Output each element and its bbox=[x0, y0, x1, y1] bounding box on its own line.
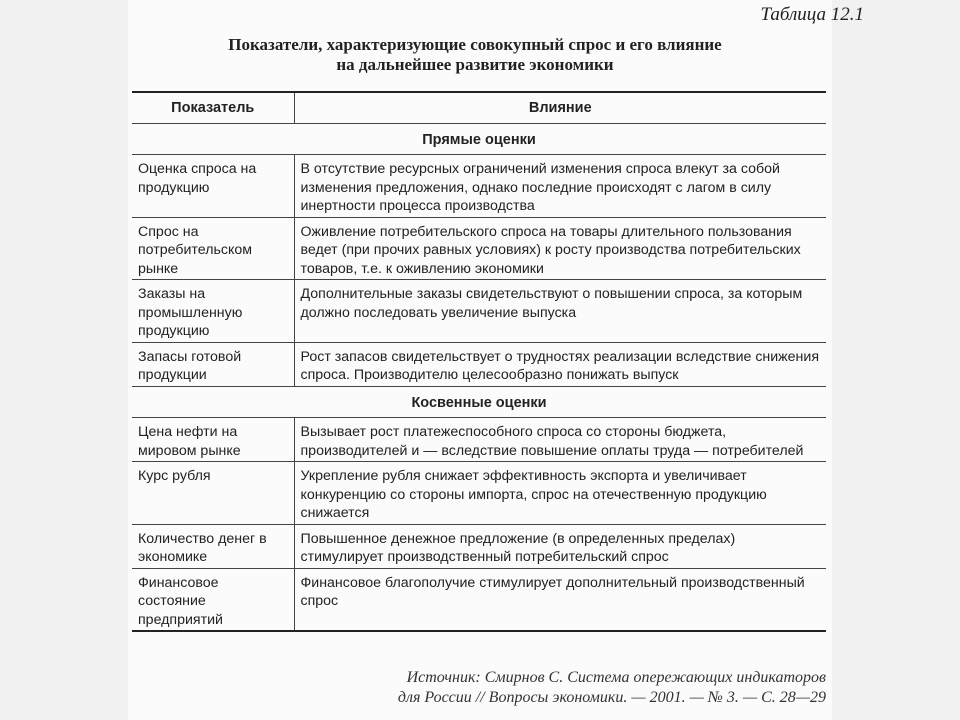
table-row bbox=[132, 342, 826, 386]
indicator-cell: Количество денег в экономике bbox=[132, 524, 294, 568]
indicator-cell: Заказы на промышленную продукцию bbox=[132, 280, 294, 343]
source-line-2: для России // Вопросы экономики. — 2001. — № 3. — С. 28—29 bbox=[397, 689, 826, 706]
section-row-indirect bbox=[132, 386, 826, 418]
indicator-cell: Спрос на потребительском рынке bbox=[132, 217, 294, 280]
source-citation bbox=[130, 668, 826, 708]
table-row bbox=[132, 568, 826, 631]
table-row bbox=[132, 155, 826, 218]
table-row bbox=[132, 217, 826, 280]
table-row bbox=[132, 418, 826, 462]
effect-cell: Финансовое благополучие стимулирует дополнительный производственный спрос bbox=[294, 568, 826, 631]
table-row bbox=[132, 280, 826, 343]
table-row bbox=[132, 524, 826, 568]
section-title: Косвенные оценки bbox=[132, 386, 826, 418]
table-header-row bbox=[132, 92, 826, 123]
effect-cell: Оживление потребительского спроса на товары длительного пользования ведет (при прочих равных условиях) к росту производства потребительских товаров, т.е. к оживлению экономики bbox=[294, 217, 826, 280]
title-line-1: Показатели, характеризующие совокупный спрос и его влияние bbox=[228, 35, 722, 54]
indicator-cell: Оценка спроса на продукцию bbox=[132, 155, 294, 218]
header-effect: Влияние bbox=[294, 92, 826, 123]
source-line-1: Источник: Смирнов С. Система опережающих индикаторов bbox=[406, 669, 826, 686]
effect-cell: Вызывает рост платежеспособного спроса со стороны бюджета, производителей и — вследствие повышение оплаты труда — потребителей bbox=[294, 418, 826, 462]
indicator-cell: Запасы готовой продукции bbox=[132, 342, 294, 386]
effect-cell: Повышенное денежное предложение (в определенных пределах) стимулирует производственный потребительский спрос bbox=[294, 524, 826, 568]
effect-cell: Рост запасов свидетельствует о трудностях реализации вследствие снижения спроса. Производителю целесообразно понижать выпуск bbox=[294, 342, 826, 386]
section-title: Прямые оценки bbox=[132, 123, 826, 155]
table-number: Таблица 12.1 bbox=[760, 4, 864, 25]
effect-cell: Дополнительные заказы свидетельствуют о повышении спроса, за которым должно последовать увеличение выпуска bbox=[294, 280, 826, 343]
effect-cell: Укрепление рубля снижает эффективность экспорта и увеличивает конкуренцию со стороны импорта, спрос на отечественную продукцию снижается bbox=[294, 462, 826, 525]
section-row-direct bbox=[132, 123, 826, 155]
table-row bbox=[132, 462, 826, 525]
header-indicator: Показатель bbox=[132, 92, 294, 123]
indicator-cell: Курс рубля bbox=[132, 462, 294, 525]
indicator-cell: Цена нефти на мировом рынке bbox=[132, 418, 294, 462]
indicator-cell: Финансовое состояние предприятий bbox=[132, 568, 294, 631]
indicators-table bbox=[132, 91, 826, 632]
effect-cell: В отсутствие ресурсных ограничений изменения спроса влекут за собой изменения предложения, однако последние происходят с лагом в силу инертности процесса производства bbox=[294, 155, 826, 218]
table-title bbox=[130, 35, 820, 75]
title-line-2: на дальнейшее развитие экономики bbox=[336, 55, 614, 74]
